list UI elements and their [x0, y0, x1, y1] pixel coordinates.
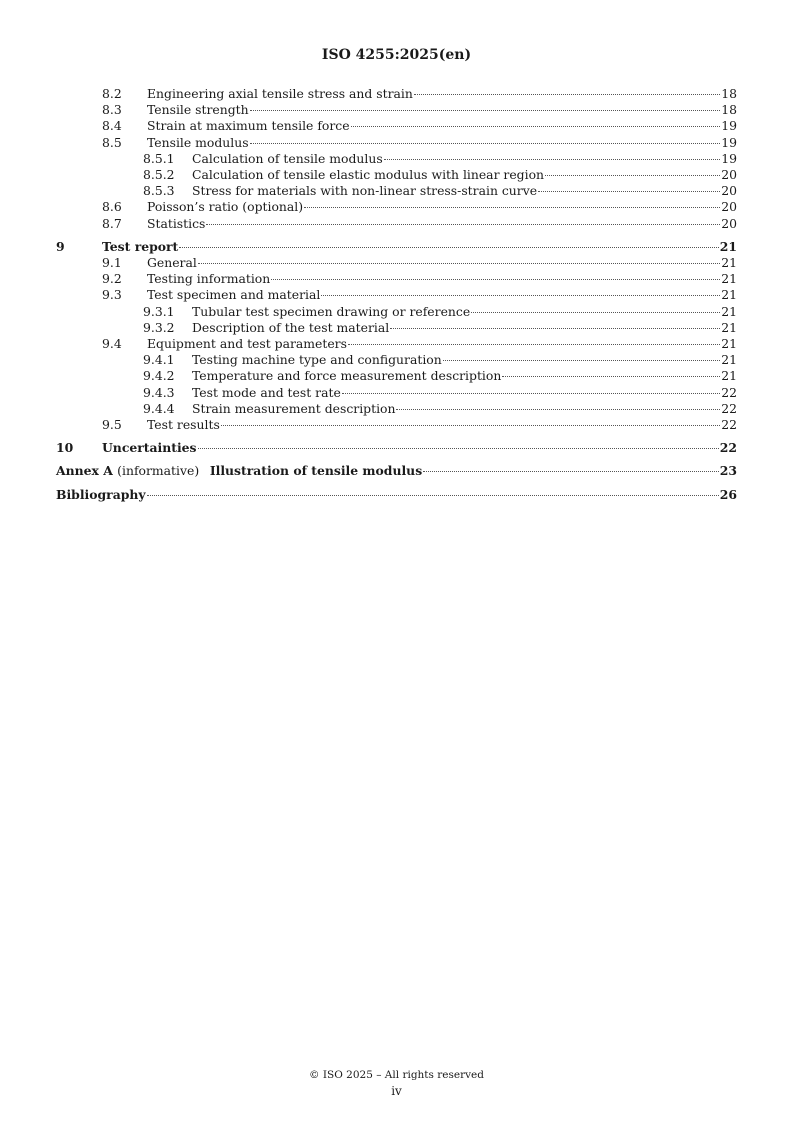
toc-annex-type: (informative) [117, 463, 200, 479]
toc-entry-title: Calculation of tensile elastic modulus with linear region [192, 167, 545, 183]
toc-dot-leader [250, 110, 721, 111]
toc-entry-number: 9.4 [102, 336, 122, 352]
toc-entry-annex-a[interactable] [56, 463, 737, 479]
toc-entry-8-5[interactable] [56, 135, 737, 151]
table-of-contents [56, 86, 737, 503]
toc-entry-9-4-2[interactable] [56, 368, 737, 384]
toc-entry-page: 26 [719, 486, 737, 502]
toc-dot-leader [321, 295, 720, 296]
toc-dot-leader [384, 159, 721, 160]
toc-dot-leader [198, 263, 720, 264]
toc-entry-title: Strain at maximum tensile force [147, 118, 350, 134]
toc-entry-number: 9.3.1 [143, 303, 175, 319]
toc-entry-title: Uncertainties [102, 440, 197, 456]
toc-entry-title: Description of the test material [192, 319, 390, 335]
toc-entry-9-4[interactable] [56, 336, 737, 352]
toc-entry-8-2[interactable] [56, 86, 737, 102]
toc-entry-bibliography[interactable] [56, 487, 737, 503]
toc-entry-title: Calculation of tensile modulus [192, 150, 383, 166]
toc-entry-page: 20 [721, 167, 737, 183]
toc-entry-title: Poisson’s ratio (optional) [147, 199, 304, 215]
toc-entry-page: 18 [721, 86, 737, 101]
toc-entry-number: 8.4 [102, 118, 122, 134]
toc-dot-leader [147, 495, 719, 496]
toc-entry-title: Temperature and force measurement description [192, 368, 502, 384]
toc-entry-title: Tubular test specimen drawing or reference [192, 303, 471, 319]
toc-entry-title: Tensile strength [147, 102, 249, 118]
toc-entry-page: 23 [719, 463, 737, 479]
toc-entry-number: 9.4.4 [143, 400, 175, 416]
toc-entry-page: 21 [721, 303, 737, 319]
toc-entry-number: 8.5.2 [143, 167, 175, 183]
toc-entry-page: 18 [721, 102, 737, 118]
toc-entry-number: 8.7 [102, 215, 122, 231]
toc-entry-page: 21 [721, 255, 737, 271]
toc-entry-9-3-2[interactable] [56, 320, 737, 336]
toc-dot-leader [390, 328, 720, 329]
toc-entry-title: Testing machine type and configuration [192, 352, 442, 368]
toc-entry-number: 10 [56, 440, 74, 456]
toc-entry-9-2[interactable] [56, 271, 737, 287]
toc-entry-8-3[interactable] [56, 102, 737, 118]
toc-entry-9-4-1[interactable] [56, 352, 737, 368]
toc-entry-10[interactable] [56, 440, 737, 456]
page-number: iv [391, 1084, 402, 1098]
copyright-notice: © ISO 2025 – All rights reserved [309, 1069, 484, 1081]
toc-entry-page: 22 [721, 400, 737, 416]
toc-dot-leader [348, 344, 720, 345]
toc-entry-number: 8.3 [102, 102, 122, 118]
toc-annex-label: Annex A [56, 463, 113, 479]
toc-entry-number: 9.2 [102, 271, 122, 287]
toc-dot-leader [179, 247, 718, 248]
toc-entry-page: 21 [721, 352, 737, 368]
toc-entry-title: Testing information [147, 271, 271, 287]
toc-entry-title: Equipment and test parameters [147, 336, 347, 352]
toc-dot-leader [423, 471, 719, 472]
toc-entry-title: Stress for materials with non-linear stress-strain curve [192, 183, 538, 199]
toc-entry-number: 9.4.3 [143, 384, 175, 400]
toc-entry-number: 9.5 [102, 417, 122, 433]
toc-entry-9-4-3[interactable] [56, 385, 737, 401]
toc-entry-9-1[interactable] [56, 255, 737, 271]
toc-entry-page: 21 [721, 287, 737, 303]
toc-entry-number: 8.2 [102, 86, 122, 101]
toc-entry-8-4[interactable] [56, 118, 737, 134]
toc-dot-leader [221, 425, 720, 426]
toc-entry-page: 20 [721, 215, 737, 231]
toc-entry-title: Test report [102, 238, 179, 254]
toc-entry-title: Statistics [147, 215, 206, 231]
toc-dot-leader [342, 393, 720, 394]
toc-dot-leader [545, 175, 720, 176]
toc-dot-leader [471, 312, 720, 313]
toc-entry-8-5-2[interactable] [56, 167, 737, 183]
toc-entry-title: Tensile modulus [147, 134, 249, 150]
toc-dot-leader [414, 94, 720, 95]
toc-dot-leader [304, 207, 720, 208]
toc-entry-page: 22 [719, 440, 737, 456]
toc-entry-number: 9.3.2 [143, 319, 175, 335]
toc-entry-number: 9.4.1 [143, 352, 175, 368]
toc-entry-9-5[interactable] [56, 417, 737, 433]
toc-entry-title: Test mode and test rate [192, 384, 341, 400]
toc-entry-number: 8.6 [102, 199, 122, 215]
toc-dot-leader [351, 126, 721, 127]
toc-entry-9-3-1[interactable] [56, 304, 737, 320]
toc-entry-page: 22 [721, 417, 737, 433]
toc-dot-leader [502, 376, 720, 377]
toc-entry-page: 19 [721, 118, 737, 134]
toc-entry-page: 19 [721, 150, 737, 166]
toc-entry-title: Engineering axial tensile stress and strain [147, 86, 413, 101]
toc-dot-leader [396, 409, 720, 410]
toc-annex-title: Illustration of tensile modulus [209, 463, 423, 479]
toc-entry-number: 9.4.2 [143, 368, 175, 384]
toc-entry-number: 9.3 [102, 287, 122, 303]
toc-entry-title: Test specimen and material [147, 287, 321, 303]
toc-entry-number: 9.1 [102, 255, 122, 271]
toc-entry-8-7[interactable] [56, 216, 737, 232]
toc-dot-leader [198, 448, 719, 449]
toc-entry-page: 20 [721, 183, 737, 199]
toc-entry-number: 8.5.1 [143, 150, 175, 166]
toc-entry-page: 20 [721, 199, 737, 215]
page-footer [0, 1067, 793, 1099]
toc-dot-leader [250, 143, 721, 144]
toc-dot-leader [271, 279, 720, 280]
toc-entry-number: 8.5 [102, 134, 122, 150]
toc-entry-8-5-3[interactable] [56, 183, 737, 199]
toc-entry-8-6[interactable] [56, 199, 737, 215]
page-header: ISO 4255:2025(en) [321, 47, 472, 63]
toc-dot-leader [538, 191, 720, 192]
toc-annex-heading [56, 463, 422, 479]
toc-dot-leader [443, 360, 720, 361]
toc-entry-title: General [147, 255, 197, 271]
toc-entry-number: 8.5.3 [143, 183, 175, 199]
toc-entry-9-3[interactable] [56, 287, 737, 303]
toc-entry-page: 21 [719, 238, 737, 254]
toc-entry-page: 19 [721, 134, 737, 150]
toc-entry-page: 21 [721, 368, 737, 384]
toc-entry-title: Test results [147, 417, 220, 433]
toc-entry-title: Bibliography [56, 486, 146, 502]
toc-entry-8-5-1[interactable] [56, 151, 737, 167]
toc-entry-9-4-4[interactable] [56, 401, 737, 417]
toc-entry-number: 9 [56, 238, 65, 254]
toc-entry-9[interactable] [56, 239, 737, 255]
toc-entry-page: 21 [721, 271, 737, 287]
toc-entry-page: 21 [721, 336, 737, 352]
toc-entry-title: Strain measurement description [192, 400, 396, 416]
toc-entry-page: 21 [721, 319, 737, 335]
toc-entry-page: 22 [721, 384, 737, 400]
toc-dot-leader [206, 224, 720, 225]
